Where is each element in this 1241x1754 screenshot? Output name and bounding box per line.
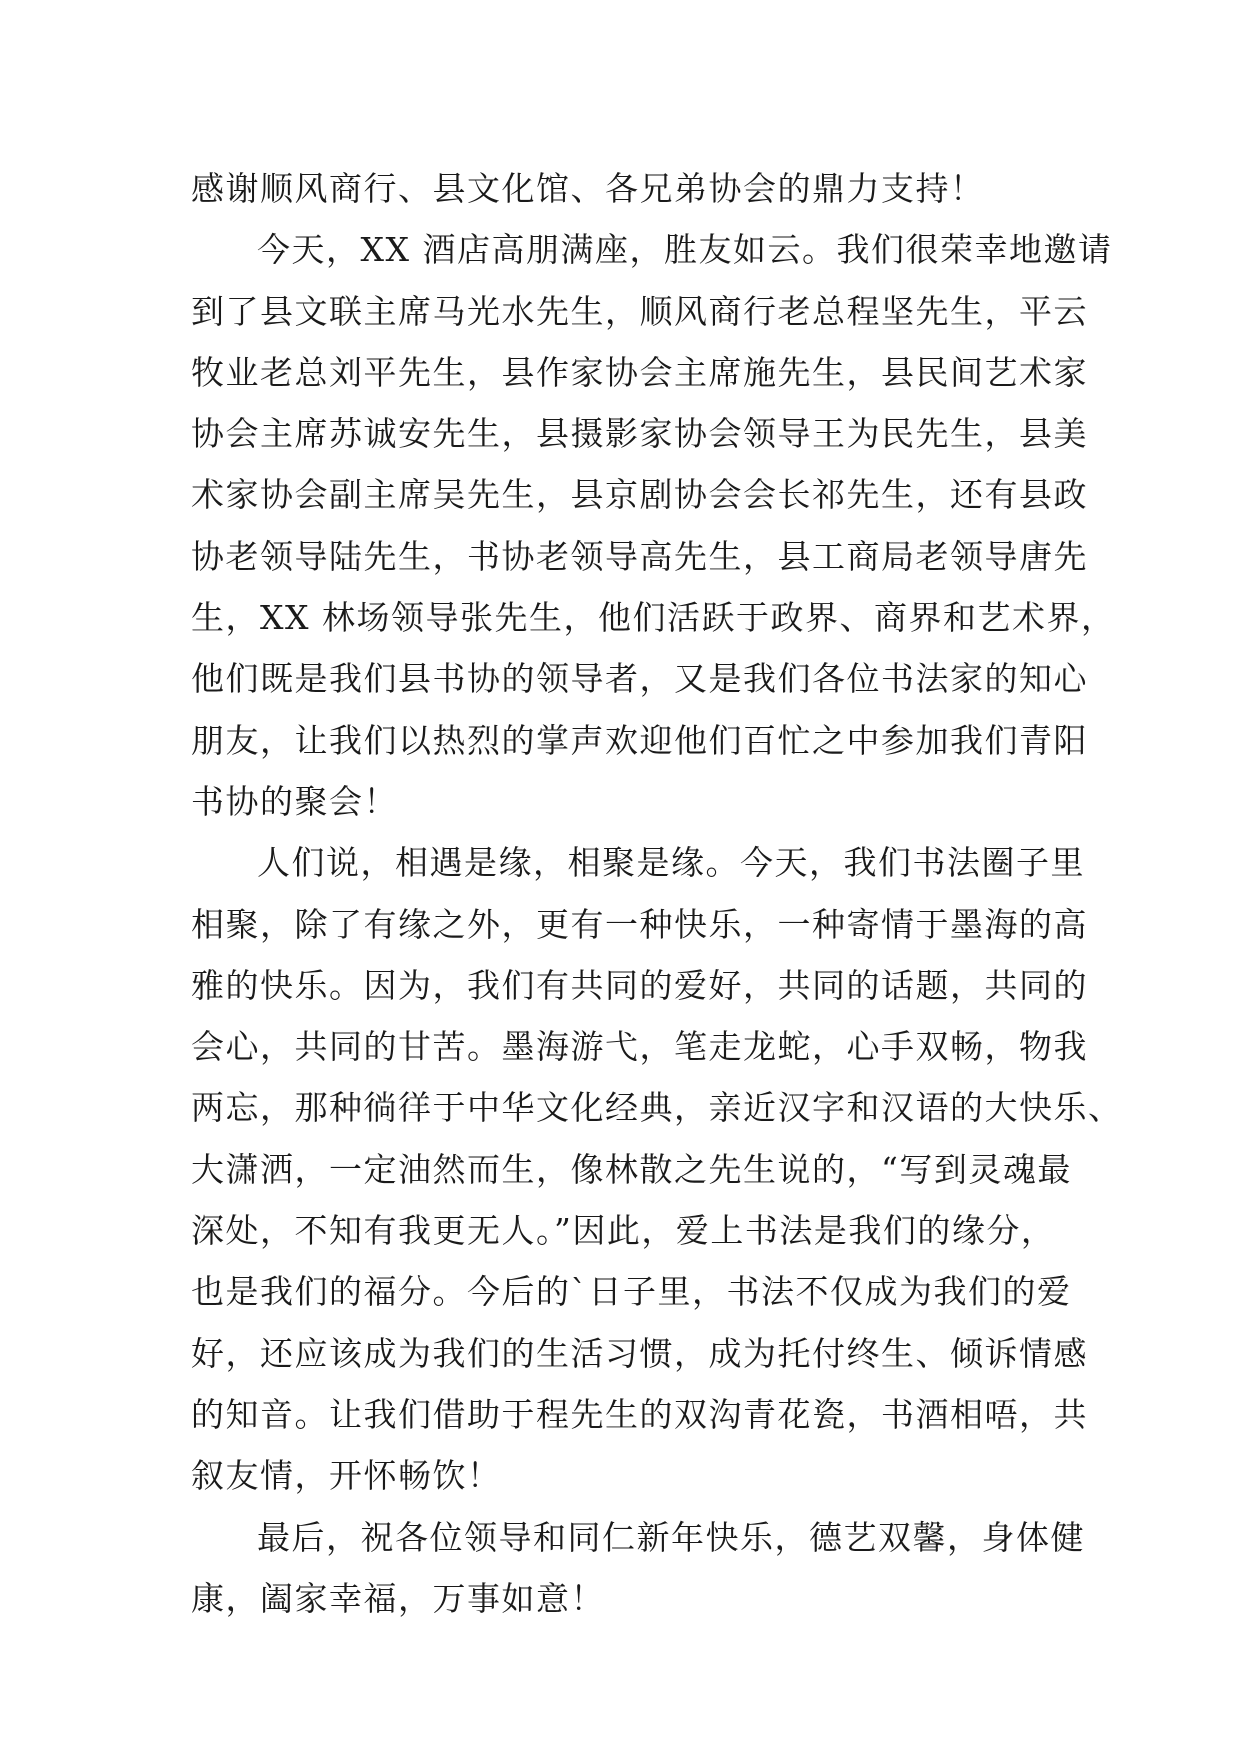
text-line: 康，阖家幸福，万事如意！: [191, 1578, 605, 1618]
document-body: [191, 158, 1123, 1629]
paragraph-start-line: 人们说，相遇是缘，相聚是缘。今天，我们书法圈子里: [257, 843, 1085, 883]
paragraph-start-line: 今天，XX 酒店高朋满座，胜友如云。我们很荣幸地邀请: [257, 230, 1113, 270]
text-line: 他们既是我们县书协的领导者，又是我们各位书法家的知心: [191, 659, 1088, 699]
text-line: 感谢顺风商行、县文化馆、各兄弟协会的鼎力支持！: [191, 169, 985, 208]
text-line: 朋友，让我们以热烈的掌声欢迎他们百忙之中参加我们青阳: [191, 720, 1088, 760]
text-line: 生，XX 林场领导张先生，他们活跃于政界、商界和艺术界，: [191, 598, 1116, 638]
text-line: 会心，共同的甘苦。墨海游弋，笔走龙蛇，心手双畅，物我: [191, 1027, 1088, 1067]
text-line: 协会主席苏诚安先生，县摄影家协会领导王为民先生，县美: [191, 414, 1088, 454]
paragraph-start-line: 最后，祝各位领导和同仁新年快乐，德艺双馨，身体健: [257, 1517, 1085, 1557]
text-line: 相聚，除了有缘之外，更有一种快乐，一种寄情于墨海的高: [191, 904, 1088, 944]
text-line: 深处，不知有我更无人。”因此，爱上书法是我们的缘分，: [191, 1211, 1056, 1251]
text-line: 到了县文联主席马光水先生，顺风商行老总程坚先生，平云: [191, 291, 1088, 331]
text-line: 的知音。让我们借助于程先生的双沟青花瓷，书酒相唔，共: [191, 1394, 1088, 1434]
text-line: 术家协会副主席吴先生，县京剧协会会长祁先生，还有县政: [191, 475, 1088, 515]
text-line: 雅的快乐。因为，我们有共同的爱好，共同的话题，共同的: [191, 965, 1088, 1005]
text-line: 也是我们的福分。今后的`日子里，书法不仅成为我们的爱: [191, 1272, 1072, 1312]
text-line: 两忘，那种徜徉于中华文化经典，亲近汉字和汉语的大快乐、: [191, 1088, 1123, 1128]
text-line: 大潇洒，一定油然而生，像林散之先生说的，“写到灵魂最: [191, 1149, 1072, 1189]
text-line: 书协的聚会！: [191, 781, 398, 821]
text-line: 协老领导陆先生，书协老领导高先生，县工商局老领导唐先: [191, 536, 1088, 576]
text-line: 好，还应该成为我们的生活习惯，成为托付终生、倾诉情感: [191, 1333, 1088, 1373]
text-line: 牧业老总刘平先生，县作家协会主席施先生，县民间艺术家: [191, 352, 1088, 392]
text-line: 叙友情，开怀畅饮！: [191, 1456, 502, 1496]
